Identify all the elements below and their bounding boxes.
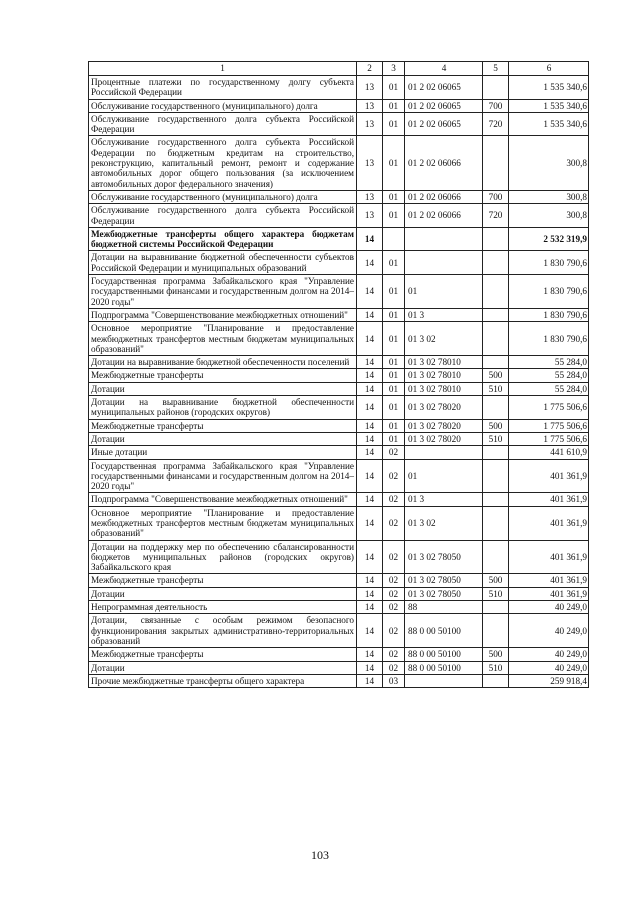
table-row — [89, 396, 589, 420]
section-code: 14 — [357, 322, 383, 356]
item-name: Основное мероприятие "Планирование и предоставление межбюджетных трансфертов местным бюджетам муниципальных образований" — [89, 506, 357, 540]
item-name: Процентные платежи по государственному долгу субъекта Российской Федерации — [89, 76, 357, 100]
target-item-code: 01 3 02 78020 — [405, 432, 483, 445]
expense-type-code: 510 — [483, 432, 509, 445]
expense-type-code: 500 — [483, 419, 509, 432]
item-name: Непрограммная деятельность — [89, 601, 357, 614]
amount: 401 361,9 — [509, 459, 589, 493]
table-row — [89, 369, 589, 382]
amount: 1 535 340,6 — [509, 76, 589, 100]
item-name: Дотации на выравнивание бюджетной обеспеченности поселений — [89, 356, 357, 369]
table-row — [89, 506, 589, 540]
table-row — [89, 308, 589, 321]
header-col-6: 6 — [509, 62, 589, 76]
table-row — [89, 322, 589, 356]
expense-type-code — [483, 227, 509, 251]
target-item-code: 01 3 02 78020 — [405, 419, 483, 432]
section-code: 13 — [357, 76, 383, 100]
subsection-code: 01 — [383, 251, 405, 275]
target-item-code: 01 — [405, 459, 483, 493]
expense-type-code: 500 — [483, 574, 509, 587]
subsection-code: 01 — [383, 275, 405, 309]
subsection-code: 02 — [383, 648, 405, 661]
subsection-code: 02 — [383, 506, 405, 540]
expense-type-code — [483, 251, 509, 275]
target-item-code: 01 2 02 06066 — [405, 136, 483, 190]
amount: 300,8 — [509, 204, 589, 228]
table-row — [89, 614, 589, 648]
item-name: Дотации — [89, 587, 357, 600]
target-item-code: 88 0 00 50100 — [405, 648, 483, 661]
section-code: 14 — [357, 674, 383, 687]
expense-type-code — [483, 540, 509, 574]
target-item-code: 01 3 — [405, 308, 483, 321]
table-row — [89, 112, 589, 136]
subsection-code: 02 — [383, 614, 405, 648]
item-name: Подпрограмма "Совершенствование межбюджетных отношений" — [89, 308, 357, 321]
item-name: Дотации на выравнивание бюджетной обеспеченности муниципальных районов (городских округов) — [89, 396, 357, 420]
subsection-code: 02 — [383, 574, 405, 587]
expense-type-code — [483, 601, 509, 614]
amount: 1 775 506,6 — [509, 396, 589, 420]
table-row — [89, 419, 589, 432]
target-item-code: 01 — [405, 275, 483, 309]
item-name: Обслуживание государственного долга субъекта Российской Федерации — [89, 204, 357, 228]
target-item-code: 01 3 — [405, 493, 483, 506]
amount: 401 361,9 — [509, 493, 589, 506]
section-code: 14 — [357, 661, 383, 674]
expense-type-code — [483, 459, 509, 493]
target-item-code: 88 0 00 50100 — [405, 661, 483, 674]
item-name: Межбюджетные трансферты — [89, 648, 357, 661]
subsection-code: 02 — [383, 446, 405, 459]
item-name: Подпрограмма "Совершенствование межбюджетных отношений" — [89, 493, 357, 506]
subsection-code: 01 — [383, 322, 405, 356]
section-code: 14 — [357, 601, 383, 614]
header-col-2: 2 — [357, 62, 383, 76]
amount: 1 830 790,6 — [509, 308, 589, 321]
expense-type-code: 510 — [483, 587, 509, 600]
section-code: 14 — [357, 446, 383, 459]
subsection-code: 01 — [383, 112, 405, 136]
expense-type-code: 500 — [483, 648, 509, 661]
target-item-code: 01 3 02 78020 — [405, 396, 483, 420]
section-code: 14 — [357, 251, 383, 275]
subsection-code: 01 — [383, 190, 405, 203]
header-col-3: 3 — [383, 62, 405, 76]
item-name: Дотации на выравнивание бюджетной обеспеченности субъектов Российской Федерации и муниципальных образований — [89, 251, 357, 275]
expense-type-code — [483, 506, 509, 540]
item-name: Государственная программа Забайкальского края "Управление государственными финансами и государственным долгом на 2014–2020 годы" — [89, 275, 357, 309]
subsection-code: 03 — [383, 674, 405, 687]
table-row — [89, 99, 589, 112]
section-code: 13 — [357, 204, 383, 228]
table-row — [89, 446, 589, 459]
subsection-code: 01 — [383, 432, 405, 445]
target-item-code: 01 3 02 78010 — [405, 356, 483, 369]
budget-table — [88, 61, 589, 688]
expense-type-code — [483, 136, 509, 190]
amount: 40 249,0 — [509, 601, 589, 614]
item-name: Межбюджетные трансферты — [89, 419, 357, 432]
section-code: 14 — [357, 540, 383, 574]
item-name: Государственная программа Забайкальского края "Управление государственными финансами и государственным долгом на 2014–2020 годы" — [89, 459, 357, 493]
table-row — [89, 204, 589, 228]
target-item-code: 01 2 02 06066 — [405, 204, 483, 228]
item-name: Межбюджетные трансферты — [89, 574, 357, 587]
section-code: 14 — [357, 574, 383, 587]
amount: 40 249,0 — [509, 661, 589, 674]
amount: 401 361,9 — [509, 506, 589, 540]
subsection-code: 01 — [383, 356, 405, 369]
table-row — [89, 574, 589, 587]
subsection-code: 02 — [383, 493, 405, 506]
subsection-code: 01 — [383, 204, 405, 228]
amount: 401 361,9 — [509, 574, 589, 587]
subsection-code: 02 — [383, 459, 405, 493]
target-item-code: 88 — [405, 601, 483, 614]
table-row — [89, 661, 589, 674]
target-item-code: 01 3 02 78050 — [405, 587, 483, 600]
item-name: Дотации, связанные с особым режимом безопасного функционирования закрытых административно-территориальных образований — [89, 614, 357, 648]
amount: 259 918,4 — [509, 674, 589, 687]
section-code: 14 — [357, 369, 383, 382]
section-code: 14 — [357, 493, 383, 506]
table-row — [89, 251, 589, 275]
item-name: Обслуживание государственного (муниципального) долга — [89, 99, 357, 112]
expense-type-code: 510 — [483, 661, 509, 674]
expense-type-code: 700 — [483, 190, 509, 203]
subsection-code: 01 — [383, 369, 405, 382]
subsection-code: 02 — [383, 540, 405, 574]
item-name: Дотации — [89, 661, 357, 674]
expense-type-code — [483, 446, 509, 459]
amount: 1 830 790,6 — [509, 275, 589, 309]
table-row — [89, 601, 589, 614]
expense-type-code: 720 — [483, 204, 509, 228]
subsection-code: 01 — [383, 136, 405, 190]
expense-type-code — [483, 322, 509, 356]
target-item-code: 01 2 02 06065 — [405, 99, 483, 112]
amount: 55 284,0 — [509, 356, 589, 369]
target-item-code: 01 3 02 78050 — [405, 574, 483, 587]
amount: 441 610,9 — [509, 446, 589, 459]
subsection-code: 01 — [383, 396, 405, 420]
subsection-code: 01 — [383, 76, 405, 100]
item-name: Обслуживание государственного долга субъекта Российской Федерации — [89, 112, 357, 136]
table-row — [89, 587, 589, 600]
page-number: 103 — [311, 848, 329, 862]
table-row — [89, 674, 589, 687]
amount: 1 775 506,6 — [509, 419, 589, 432]
target-item-code — [405, 251, 483, 275]
expense-type-code: 510 — [483, 382, 509, 395]
item-name: Обслуживание государственного долга субъекта Российской Федерации по бюджетным кредитам на строительство, реконструкцию, капитальный ремонт, ремонт и содержание автомобильных дорог общего пользования (за исключением автомобильных дорог федерального значения) — [89, 136, 357, 190]
header-col-5: 5 — [483, 62, 509, 76]
section-code: 13 — [357, 190, 383, 203]
section-code: 14 — [357, 419, 383, 432]
table-row — [89, 382, 589, 395]
target-item-code: 01 3 02 — [405, 322, 483, 356]
target-item-code: 88 0 00 50100 — [405, 614, 483, 648]
table-row — [89, 76, 589, 100]
item-name: Дотации — [89, 382, 357, 395]
subsection-code — [383, 227, 405, 251]
target-item-code — [405, 674, 483, 687]
section-code: 14 — [357, 227, 383, 251]
section-code: 14 — [357, 587, 383, 600]
section-code: 14 — [357, 382, 383, 395]
expense-type-code — [483, 674, 509, 687]
table-row — [89, 136, 589, 190]
header-col-1: 1 — [89, 62, 357, 76]
section-code: 14 — [357, 275, 383, 309]
expense-type-code — [483, 76, 509, 100]
table-row — [89, 648, 589, 661]
section-code: 14 — [357, 356, 383, 369]
table-row — [89, 459, 589, 493]
amount: 40 249,0 — [509, 648, 589, 661]
section-code: 14 — [357, 506, 383, 540]
subsection-code: 01 — [383, 308, 405, 321]
subsection-code: 01 — [383, 419, 405, 432]
target-item-code — [405, 227, 483, 251]
subsection-code: 02 — [383, 587, 405, 600]
expense-type-code — [483, 275, 509, 309]
header-row — [89, 62, 589, 76]
section-code: 14 — [357, 614, 383, 648]
amount: 2 532 319,9 — [509, 227, 589, 251]
target-item-code: 01 3 02 78010 — [405, 382, 483, 395]
target-item-code: 01 2 02 06065 — [405, 112, 483, 136]
amount: 300,8 — [509, 136, 589, 190]
expense-type-code — [483, 356, 509, 369]
item-name: Дотации — [89, 432, 357, 445]
expense-type-code: 500 — [483, 369, 509, 382]
section-code: 13 — [357, 136, 383, 190]
subsection-code: 02 — [383, 661, 405, 674]
subsection-code: 01 — [383, 382, 405, 395]
table-row — [89, 493, 589, 506]
amount: 401 361,9 — [509, 587, 589, 600]
target-item-code: 01 3 02 78050 — [405, 540, 483, 574]
section-code: 13 — [357, 99, 383, 112]
section-code: 13 — [357, 112, 383, 136]
subsection-code: 02 — [383, 601, 405, 614]
section-code: 14 — [357, 459, 383, 493]
table-row — [89, 275, 589, 309]
target-item-code: 01 2 02 06066 — [405, 190, 483, 203]
amount: 55 284,0 — [509, 382, 589, 395]
item-name: Межбюджетные трансферты — [89, 369, 357, 382]
amount: 40 249,0 — [509, 614, 589, 648]
amount: 300,8 — [509, 190, 589, 203]
table-row — [89, 227, 589, 251]
expense-type-code — [483, 614, 509, 648]
item-name: Прочие межбюджетные трансферты общего характера — [89, 674, 357, 687]
table-row — [89, 190, 589, 203]
expense-type-code — [483, 493, 509, 506]
target-item-code: 01 2 02 06065 — [405, 76, 483, 100]
amount: 1 535 340,6 — [509, 112, 589, 136]
item-name: Обслуживание государственного (муниципального) долга — [89, 190, 357, 203]
section-code: 14 — [357, 432, 383, 445]
section-code: 14 — [357, 308, 383, 321]
amount: 1 830 790,6 — [509, 251, 589, 275]
table-row — [89, 432, 589, 445]
header-col-4: 4 — [405, 62, 483, 76]
section-code: 14 — [357, 396, 383, 420]
expense-type-code: 700 — [483, 99, 509, 112]
item-name: Межбюджетные трансферты общего характера бюджетам бюджетной системы Российской Федерации — [89, 227, 357, 251]
amount: 1 830 790,6 — [509, 322, 589, 356]
table-row — [89, 356, 589, 369]
expense-type-code — [483, 396, 509, 420]
section-code: 14 — [357, 648, 383, 661]
subsection-code: 01 — [383, 99, 405, 112]
target-item-code — [405, 446, 483, 459]
item-name: Дотации на поддержку мер по обеспечению сбалансированности бюджетов муниципальных районов (городских округов) Забайкальского края — [89, 540, 357, 574]
budget-table-body — [89, 62, 589, 688]
amount: 55 284,0 — [509, 369, 589, 382]
expense-type-code — [483, 308, 509, 321]
target-item-code: 01 3 02 78010 — [405, 369, 483, 382]
item-name: Основное мероприятие "Планирование и предоставление межбюджетных трансфертов местным бюджетам муниципальных образований" — [89, 322, 357, 356]
expense-type-code: 720 — [483, 112, 509, 136]
item-name: Иные дотации — [89, 446, 357, 459]
target-item-code: 01 3 02 — [405, 506, 483, 540]
amount: 1 535 340,6 — [509, 99, 589, 112]
table-row — [89, 540, 589, 574]
amount: 401 361,9 — [509, 540, 589, 574]
amount: 1 775 506,6 — [509, 432, 589, 445]
